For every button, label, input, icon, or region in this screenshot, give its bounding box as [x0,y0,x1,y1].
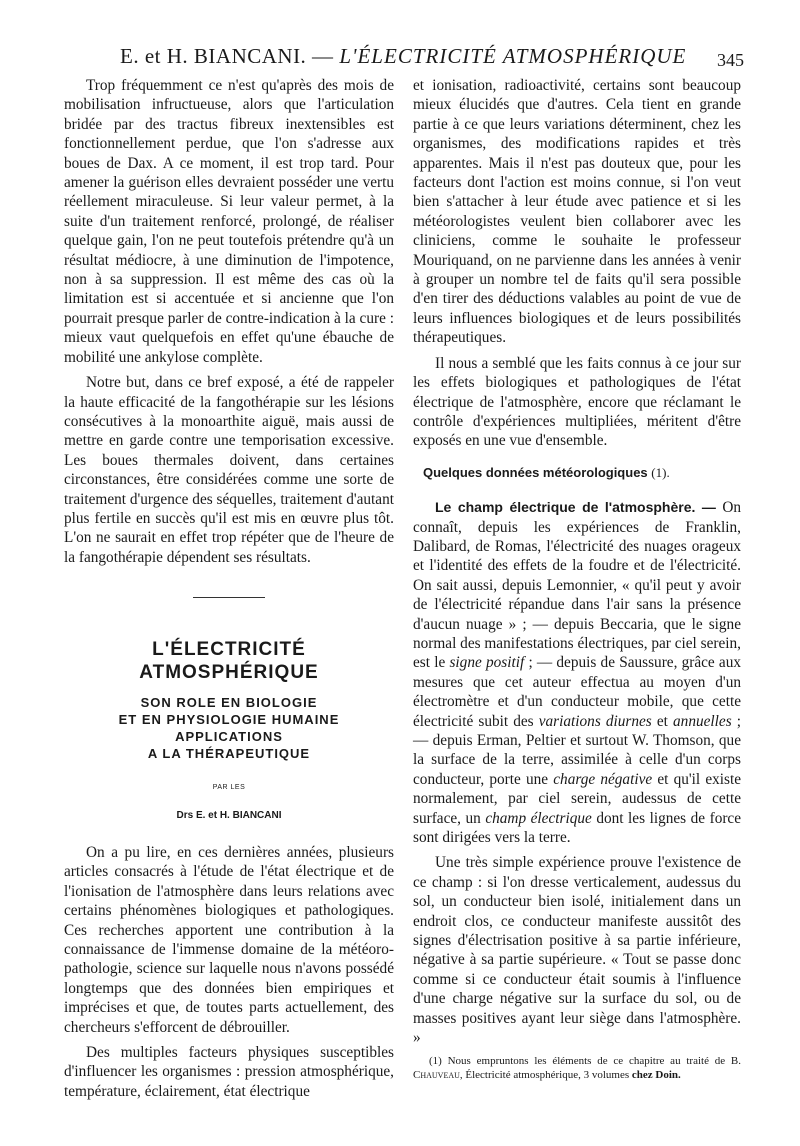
emphasis: annuelles [673,712,732,730]
footnote-author: Chauveau [413,1068,460,1081]
text-run: On connaît, depuis les expériences de Franklin, Dalibard, de Romas, l'électricité des nuages orageux et l'identité des effets de la foudre et de l'électricité. On sait aussi, depuis Lemonnier, « qu'il peut y avoir de l'électricité répandue dans l'air sans la présence d'aucun nuage » ; — depuis Beccaria, que le signe normal des manifestations électriques, par ciel serein, est le [413,499,742,672]
right-column [413,76,741,1082]
emphasis: signe positif [449,654,525,672]
emphasis: champ électrique [485,809,592,827]
subtitle-line: A LA THÉRAPEUTIQUE [147,746,311,762]
running-header [60,44,744,78]
article-title [64,638,394,684]
paragraph: Il nous a semblé que les faits connus à ce jour sur les effets biologiques et pathologiques de l'état électrique de l'atmosphère, encore que réclamant le contrôle d'expériences multipliées, méritent d'être exposés en une vue d'ensemble. [413,354,741,450]
byline-prefix: PAR LES [212,784,246,792]
subheading: Le champ électrique de l'atmosphère. — [435,499,716,516]
running-title [120,44,686,69]
paragraph: Des multiples facteurs physiques susceptibles d'influencer les organismes : pression atmosphérique, température, éclairement, état électrique [64,1044,394,1100]
text-run: et qu'il existe normalement, par ciel serein, audessus de cette surface, un [413,770,741,827]
paragraph: On a pu lire, en ces dernières années, plusieurs articles consacrés à l'étude de l'état électrique et de l'ionisation de l'atmosphère dans leurs relations avec certains phénomènes biologiques et pathologiques. Ces recherches apportent une contribution à la connaissance de l'immense domaine de la météoro-pathologie, science sur laquelle nous n'avons possédé longtemps que des données bien empiriques et imprécises et que, de toutes parts actuellement, des chercheurs s'efforcent de débrouiller. [64,843,394,1036]
running-title-subject: L'ÉLECTRICITÉ ATMOSPHÉRIQUE [339,44,687,68]
paragraph: et ionisation, radioactivité, certains sont beaucoup mieux élucidés que d'autres. Cela tient en grande partie à ce que leurs variations déterminent, chez les organismes, des modifications rapides et très apparentes. Mais il n'est pas douteux que, pour les facteurs dont l'action est moins connue, si l'on veut bien s'attacher à leur étude avec patience et si les météorologistes veulent bien collaborer avec les cliniciens, comme le souhaite le professeur Mouriquand, on ne parvienne dans les années à venir à grouper un nombre tel de faits qu'il sera possible d'en tirer des déductions valables au point de vue de leurs influences biologiques et de leurs possibilités thérapeutiques. [413,77,741,347]
emphasis: charge négative [553,770,653,788]
separator-rule [193,597,265,598]
footnote-ref: (1). [651,464,670,480]
paragraph: Une très simple expérience prouve l'existence de ce champ : si l'on dresse verticalement, audessus du sol, un conducteur bien isolé, initialement dans un endroit clos, ce conducteur manifeste aussitôt des signes d'électrisation positive à sa partie inférieure, négative à sa partie supérieure. « Tout se passe donc comme si ce conducteur était soumis à l'influence d'une charge négative sur la surface du sol, ou de masses positives ayant leur siège dans l'atmosphère. » [413,854,741,1047]
footnote-text: , Électricité atmosphérique, 3 volumes [459,1068,630,1081]
left-column [64,76,394,1107]
article-subtitle [64,694,394,762]
text-run: et [656,712,668,730]
footnote-publisher: chez Doin. [631,1068,681,1081]
paragraph: Notre but, dans ce bref exposé, a été de rappeler la haute efficacité de la fangothérapie sur les lésions consécutives à la monoarthite aiguë, mais aussi de mettre en garde contre une temporisation excessive. Les boues thermales doivent, dans certaines circonstances, être considérées comme une sorte de traitement d'urgence des séquelles, traitement d'autant plus fertile en succès qu'il est mis en œuvre plus tôt. L'on ne saurait en effet trop répéter que de l'heure de la fangothérapie dépendent ses résultats. [64,374,394,566]
article-title-line: L'ÉLECTRICITÉ [152,639,306,661]
section-heading [413,463,741,482]
byline-authors: Drs E. et H. BIANCANI [176,809,282,821]
text-run: dont les lignes de force sont dirigées vers la terre. [413,809,742,847]
subtitle-line: ET EN PHYSIOLOGIE HUMAINE [118,712,340,728]
page-number: 345 [717,50,744,70]
paragraph [413,498,741,847]
running-title-authors: E. et H. BIANCANI. — [120,44,334,68]
paragraph: Trop fréquemment ce n'est qu'après des mois de mobilisation infructueuse, alors que l'articulation bridée par des tractus fibreux inextensibles est fonctionnellement perdue, que l'on s'adresse aux boues de Dax. A ce moment, il est trop tard. Pour amener la guérison elles devraient posséder une vertu réellement miraculeuse. Si leur valeur permet, à la suite d'un traitement renforcé, prolongé, de réaliser quelque gain, l'on ne peut toutefois prétendre qu'à un résultat médiocre, à une diminution de l'impotence, non à sa suppression. Il est même des cas où la limitation est si accentuée et si ancienne que l'on pourrait presque parler de contre-indication à la cure : mieux vaut quelquefois en effet qu'une ébauche de mobilité une ankylose complète. [64,77,394,366]
footnote-text: (1) Nous empruntons les éléments de ce chapitre au traité de B. [429,1054,741,1067]
text-run: ; — depuis de Saussure, grâce aux mesures que cet auteur effectua au moyen d'un électromètre et d'un conducteur mobile, que cette électricité subit des [413,654,742,730]
emphasis: variations diurnes [538,712,652,730]
subtitle-line: APPLICATIONS [175,729,283,745]
subtitle-line: SON ROLE EN BIOLOGIE [140,695,318,711]
footnote [413,1054,741,1082]
article-title-line: ATMOSPHÉRIQUE [139,662,319,684]
section-heading-text: Quelques données météorologiques [423,464,648,480]
text-run: ; — depuis Erman, Peltier et surtout W. Thomson, que la surface de la terre, assimilée à celle d'un corps conducteur, porte une [413,712,742,788]
